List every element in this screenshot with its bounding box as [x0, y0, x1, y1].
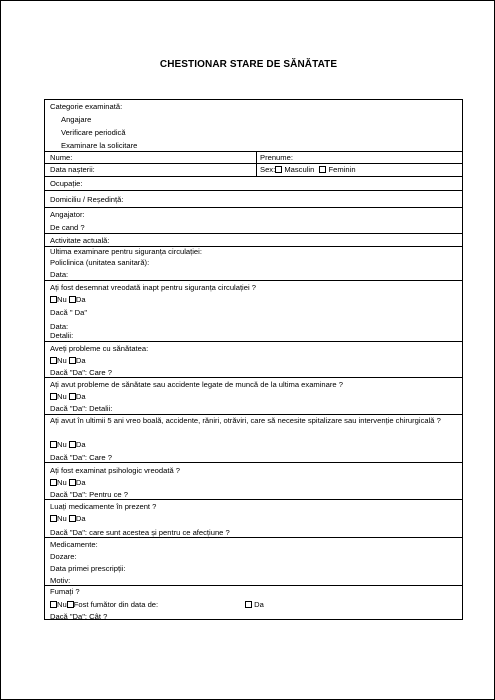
medicamente-question: Luați medicamente în prezent ?: [50, 502, 157, 511]
inapt-da-checkbox[interactable]: [69, 296, 76, 303]
accidente-daca[interactable]: Dacă "Da": Detalii:: [50, 404, 113, 413]
ultima-examinare-label: Ultima examinare pentru siguranța circulației:: [50, 247, 202, 256]
nu-label: Nu: [57, 440, 67, 449]
divider: [45, 499, 462, 500]
medicamente-field[interactable]: Medicamente:: [50, 540, 98, 549]
accidente-question: Ați avut probleme de sănătate sau accidente legate de muncă de la ultima examinare ?: [50, 380, 343, 389]
ultima-examinare-data-field[interactable]: Data:: [50, 270, 69, 279]
fumati-daca[interactable]: Dacă "Da": Cât ?: [50, 612, 108, 621]
option-angajare[interactable]: Angajare: [61, 115, 92, 124]
medicamente-da-checkbox[interactable]: [69, 515, 76, 522]
angajator-field[interactable]: Angajator:: [50, 210, 85, 219]
fumati-da-checkbox[interactable]: [245, 601, 252, 608]
psihologic-nu-checkbox[interactable]: [50, 479, 57, 486]
motiv-field[interactable]: Motiv:: [50, 576, 71, 585]
accidente-da-checkbox[interactable]: [69, 393, 76, 400]
divider: [45, 462, 462, 463]
option-examinare-solicitare[interactable]: Examinare la solicitare: [61, 141, 138, 150]
fumati-da-option: [245, 600, 264, 609]
da-label: Da: [75, 295, 86, 304]
da-label: Da: [75, 478, 86, 487]
divider: [45, 176, 462, 177]
nu-label: Nu: [57, 478, 67, 487]
categorie-label: Categorie examinată:: [50, 102, 123, 111]
fumati-fost-checkbox[interactable]: [67, 601, 74, 608]
probleme-daca[interactable]: Dacă "Da": Care ?: [50, 368, 112, 377]
policlinica-field[interactable]: Policlinica (unitatea sanitară):: [50, 258, 150, 267]
divider: [45, 341, 462, 342]
ocupatie-field[interactable]: Ocupație:: [50, 179, 83, 188]
masculin-label: Masculin: [284, 165, 315, 174]
divider: [45, 233, 462, 234]
divider: [45, 190, 462, 191]
probleme-nu-checkbox[interactable]: [50, 357, 57, 364]
spitalizare-nu-checkbox[interactable]: [50, 441, 57, 448]
accidente-nu-checkbox[interactable]: [50, 393, 57, 400]
dozare-field[interactable]: Dozare:: [50, 552, 77, 561]
divider: [45, 414, 462, 415]
nu-label: Nu: [57, 295, 67, 304]
divider: [45, 163, 462, 164]
masculin-checkbox[interactable]: [275, 166, 282, 173]
medicamente-options: [50, 514, 86, 523]
da-label: Da: [75, 440, 86, 449]
feminin-checkbox[interactable]: [319, 166, 326, 173]
spitalizare-da-checkbox[interactable]: [69, 441, 76, 448]
accidente-options: [50, 392, 86, 401]
da-label: Da: [254, 600, 264, 609]
option-verificare-periodica[interactable]: Verificare periodică: [61, 128, 126, 137]
divider: [45, 280, 462, 281]
nu-label: Nu: [57, 600, 67, 609]
nu-label: Nu: [57, 514, 67, 523]
fost-fumator-label: Fost fumător din data de:: [73, 600, 159, 609]
probleme-question: Aveți probleme cu sănătatea:: [50, 344, 149, 353]
probleme-da-checkbox[interactable]: [69, 357, 76, 364]
form-title: CHESTIONAR STARE DE SĂNĂTATE: [159, 59, 338, 70]
questionnaire-table: [44, 99, 463, 620]
spitalizare-options: [50, 440, 86, 449]
inapt-question: Ați fost desemnat vreodată inapt pentru siguranța circulației ?: [50, 283, 256, 292]
divider: [45, 151, 462, 152]
domiciliu-field[interactable]: Domiciliu / Reședință:: [50, 195, 124, 204]
medicamente-nu-checkbox[interactable]: [50, 515, 57, 522]
nu-label: Nu: [57, 356, 67, 365]
fumati-question: Fumați ?: [50, 587, 80, 596]
da-label: Da: [75, 392, 86, 401]
fumati-nu-checkbox[interactable]: [50, 601, 57, 608]
inapt-nu-checkbox[interactable]: [50, 296, 57, 303]
divider: [45, 207, 462, 208]
sex-field: [260, 165, 356, 174]
da-label: Da: [75, 514, 86, 523]
prenume-field[interactable]: Prenume:: [260, 153, 293, 162]
nu-label: Nu: [57, 392, 67, 401]
activitate-field[interactable]: Activitate actuală:: [50, 236, 110, 245]
psihologic-question: Ați fost examinat psihologic vreodată ?: [50, 466, 181, 475]
fumati-options: [50, 600, 158, 609]
de-cand-field[interactable]: De cand ?: [50, 223, 85, 232]
inapt-data-field[interactable]: Data:: [50, 322, 69, 331]
medicamente-daca[interactable]: Dacă "Da": care sunt acestea și pentru ce afecțiune ?: [50, 528, 230, 537]
psihologic-options: [50, 478, 86, 487]
divider: [45, 377, 462, 378]
psihologic-daca[interactable]: Dacă "Da": Pentru ce ?: [50, 490, 128, 499]
spitalizare-question: Ați avut în ultimii 5 ani vreo boală, accidente, răniri, otrăviri, care să necesite spitalizare sau intervenție chirurgicală ?: [50, 416, 441, 425]
inapt-detalii-field[interactable]: Detalii:: [50, 331, 74, 340]
inapt-options: [50, 295, 86, 304]
nume-field[interactable]: Nume:: [50, 153, 73, 162]
da-label: Da: [75, 356, 86, 365]
psihologic-da-checkbox[interactable]: [69, 479, 76, 486]
data-prescriptii-field[interactable]: Data primei prescripții:: [50, 564, 126, 573]
inapt-daca: Dacă " Da": [50, 308, 88, 317]
data-nasterii-field[interactable]: Data nașterii:: [50, 165, 95, 174]
divider: [45, 537, 462, 538]
spitalizare-daca[interactable]: Dacă "Da": Care ?: [50, 453, 112, 462]
divider: [45, 585, 462, 586]
probleme-options: [50, 356, 86, 365]
sex-label: Sex:: [260, 165, 276, 174]
feminin-label: Feminin: [328, 165, 356, 174]
